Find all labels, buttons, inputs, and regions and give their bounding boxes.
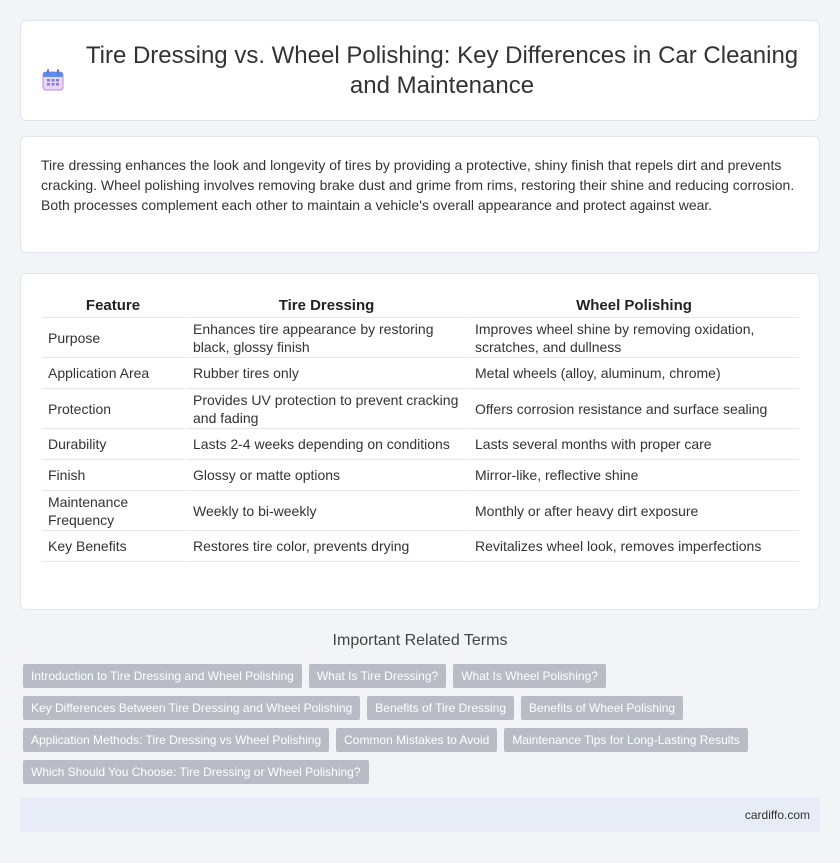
table-header-row bbox=[42, 294, 799, 318]
related-tag[interactable]: Application Methods: Tire Dressing vs Wheel Polishing bbox=[23, 728, 329, 752]
header-wheel-polishing: Wheel Polishing bbox=[466, 294, 799, 318]
table-cell: Weekly to bi-weekly bbox=[184, 491, 466, 531]
table-cell: Offers corrosion resistance and surface sealing bbox=[466, 389, 799, 429]
comparison-card bbox=[20, 273, 820, 610]
table-cell: Durability bbox=[42, 429, 184, 460]
related-tag[interactable]: Introduction to Tire Dressing and Wheel Polishing bbox=[23, 664, 302, 688]
table-cell: Lasts several months with proper care bbox=[466, 429, 799, 460]
table-cell: Lasts 2-4 weeks depending on conditions bbox=[184, 429, 466, 460]
table-cell: Mirror-like, reflective shine bbox=[466, 460, 799, 491]
table-row bbox=[42, 318, 799, 358]
tag-row bbox=[23, 728, 803, 752]
related-tags bbox=[23, 664, 803, 792]
related-tag[interactable]: Benefits of Wheel Polishing bbox=[521, 696, 683, 720]
table-cell: Improves wheel shine by removing oxidation, scratches, and dullness bbox=[466, 318, 799, 358]
title-wrap bbox=[40, 41, 800, 101]
table-row bbox=[42, 389, 799, 429]
table-cell: Provides UV protection to prevent cracking and fading bbox=[184, 389, 466, 429]
table-cell: Enhances tire appearance by restoring black, glossy finish bbox=[184, 318, 466, 358]
intro-text: Tire dressing enhances the look and longevity of tires by providing a protective, shiny finish that repels dirt and prevents cracking. Wheel polishing involves removing brake dust and grime from rims, restoring their shine and reducing corrosion. Both processes complement each other to maintain a vehicle's overall appearance and protect against wear. bbox=[41, 157, 795, 213]
table-cell: Maintenance Frequency bbox=[42, 491, 184, 531]
header-tire-dressing: Tire Dressing bbox=[184, 294, 466, 318]
table-row bbox=[42, 531, 799, 562]
table-row bbox=[42, 429, 799, 460]
table-cell: Restores tire color, prevents drying bbox=[184, 531, 466, 562]
table-cell: Application Area bbox=[42, 358, 184, 389]
table-cell: Revitalizes wheel look, removes imperfections bbox=[466, 531, 799, 562]
table-cell: Finish bbox=[42, 460, 184, 491]
page-title: Tire Dressing vs. Wheel Polishing: Key Differences in Car Cleaning and Maintenance bbox=[85, 41, 799, 99]
table-row bbox=[42, 358, 799, 389]
title-card bbox=[20, 20, 820, 121]
related-terms-title: Important Related Terms bbox=[332, 632, 508, 649]
table-cell: Key Benefits bbox=[42, 531, 184, 562]
table-cell: Rubber tires only bbox=[184, 358, 466, 389]
table-row bbox=[42, 491, 799, 531]
related-tag[interactable]: Which Should You Choose: Tire Dressing or Wheel Polishing? bbox=[23, 760, 369, 784]
tag-row bbox=[23, 664, 803, 688]
table-cell: Purpose bbox=[42, 318, 184, 358]
table-cell: Monthly or after heavy dirt exposure bbox=[466, 491, 799, 531]
related-tag[interactable]: What Is Tire Dressing? bbox=[309, 664, 446, 688]
related-tag[interactable]: What Is Wheel Polishing? bbox=[453, 664, 606, 688]
table-cell: Metal wheels (alloy, aluminum, chrome) bbox=[466, 358, 799, 389]
table-cell: Glossy or matte options bbox=[184, 460, 466, 491]
table-cell: Protection bbox=[42, 389, 184, 429]
footer-site-link[interactable]: cardiffo.com bbox=[744, 808, 810, 822]
related-tag[interactable]: Key Differences Between Tire Dressing and Wheel Polishing bbox=[23, 696, 360, 720]
calendar-icon bbox=[40, 67, 66, 93]
comparison-table bbox=[42, 294, 799, 562]
tag-row bbox=[23, 760, 803, 784]
header-feature: Feature bbox=[42, 294, 184, 318]
table-row bbox=[42, 460, 799, 491]
related-tag[interactable]: Benefits of Tire Dressing bbox=[367, 696, 514, 720]
footer bbox=[20, 798, 820, 832]
intro-card bbox=[20, 136, 820, 253]
tag-row bbox=[23, 696, 803, 720]
related-tag[interactable]: Maintenance Tips for Long-Lasting Results bbox=[504, 728, 747, 752]
related-tag[interactable]: Common Mistakes to Avoid bbox=[336, 728, 497, 752]
